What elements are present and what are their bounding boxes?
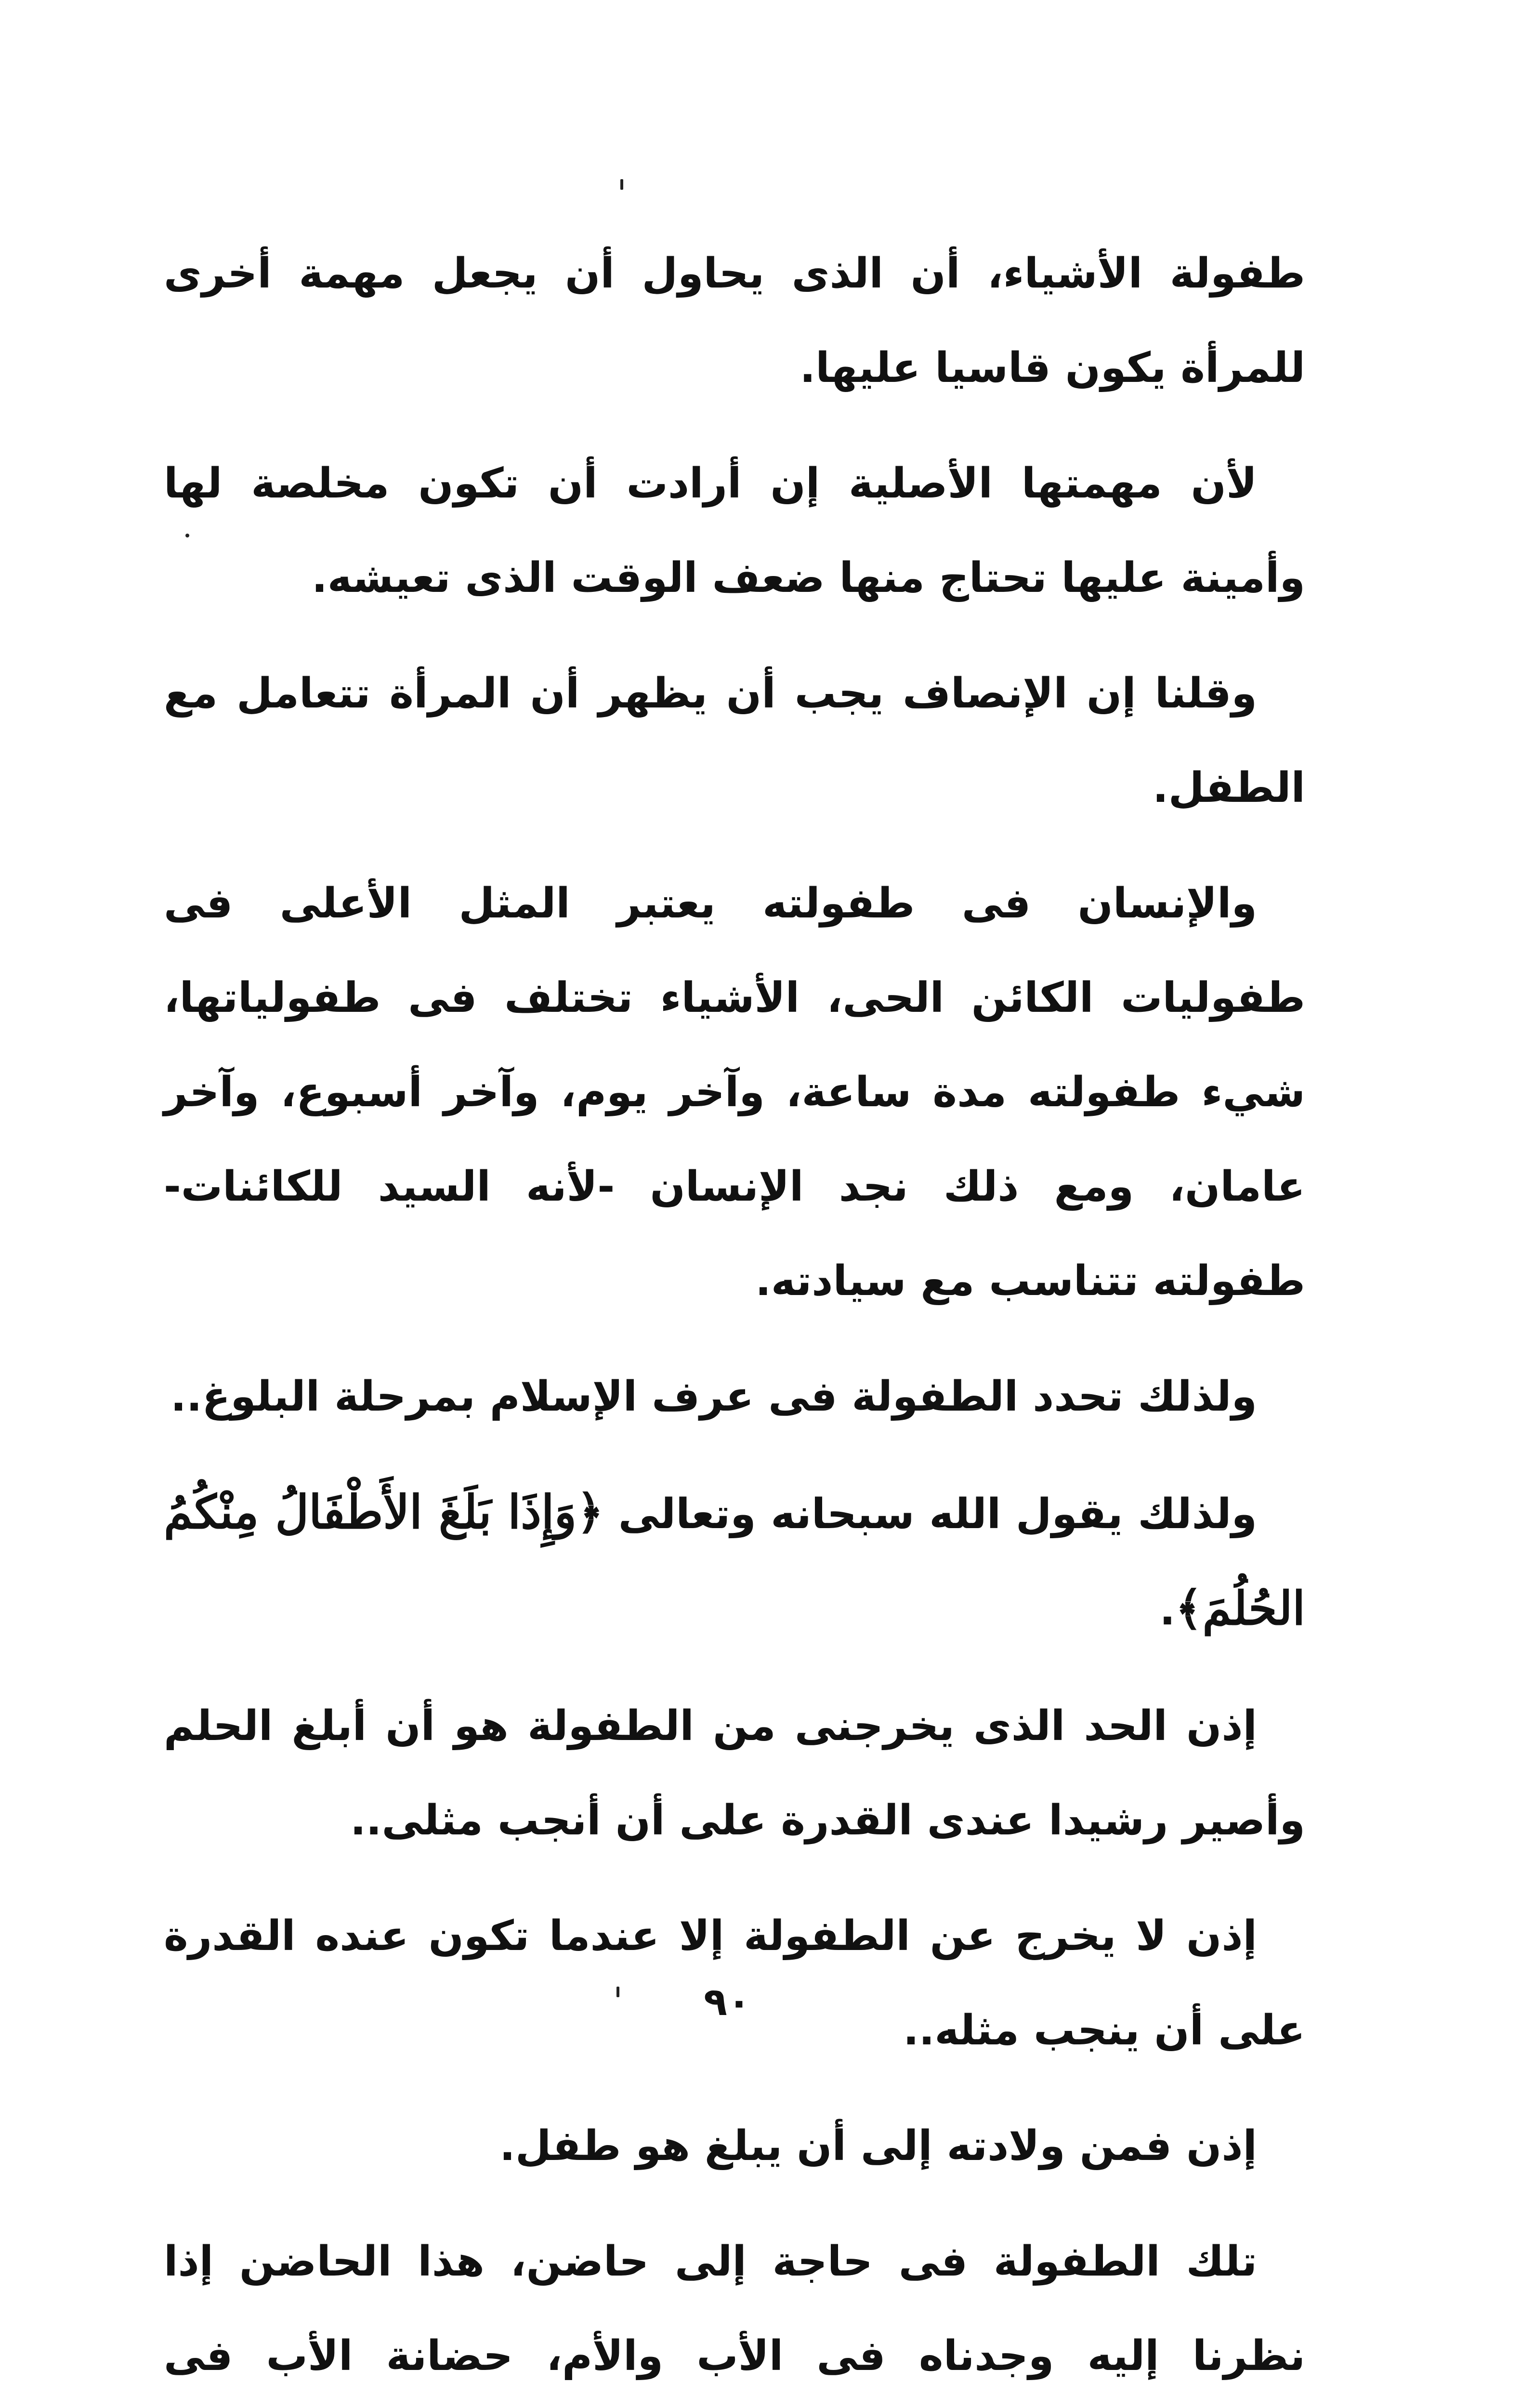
paragraph-6: إذن الحد الذى يخرجنى من الطفولة هو أن أبلغ الحلم وأصير رشيدا عندى القدرة على أن أنجب مثلى.. xyxy=(164,1702,1305,1845)
scan-speck xyxy=(616,1987,619,1997)
paragraph-5: ولذلك تحدد الطفولة فى عرف الإسلام بمرحلة البلوغ.. xyxy=(170,1373,1257,1421)
verse-end: . xyxy=(1159,1586,1176,1635)
paragraph-2: لأن مهمتها الأصلية إن أرادت أن تكون مخلصة لها وأمينة عليها تحتاج منها ضعف الوقت الذى تعيشه. xyxy=(164,459,1305,602)
paragraph-1: طفولة الأشياء، أن الذى يحاول أن يجعل مهمة أخرى للمرأة يكون قاسيا عليها. xyxy=(164,249,1305,392)
verse-intro: ولذلك يقول الله سبحانه وتعالى xyxy=(603,1490,1257,1538)
paragraph-3: وقلنا إن الإنصاف يجب أن يظهر أن المرأة تتعامل مع الطفل. xyxy=(164,669,1305,812)
scan-speck xyxy=(620,179,623,190)
paragraph-7: إذن لا يخرج عن الطفولة إلا عندما تكون عنده القدرة على أن ينجب مثله.. xyxy=(164,1912,1305,2055)
paragraph-4: والإنسان فى طفولته يعتبر المثل الأعلى فى طفوليات الكائن الحى، الأشياء تختلف فى طفولياتها، شيء طفولته مدة ساعة، وآخر يوم، وآخر أسبوع، وآخر عامان، ومع ذلك نجد الإنسان -لأنه السيد للكائنات- طفولته تتناسب مع سيادته. xyxy=(164,879,1305,1305)
body-text xyxy=(164,226,1305,2408)
quran-verse: ﴿وَإِذَا بَلَغَ الأَطْفَالُ مِنْكُمُ الحُلُمَ﴾ xyxy=(164,1485,1305,1636)
paragraph-8: إذن فمن ولادته إلى أن يبلغ هو طفل. xyxy=(499,2122,1257,2170)
paragraph-verse xyxy=(164,1465,1305,1658)
page-number: ٩٠ xyxy=(704,1979,751,2024)
paragraph-9: تلك الطفولة فى حاجة إلى حاضن، هذا الحاضن إذا نظرنا إليه وجدناه فى الأب والأم، حضانة الأب فى xyxy=(164,2238,1305,2380)
